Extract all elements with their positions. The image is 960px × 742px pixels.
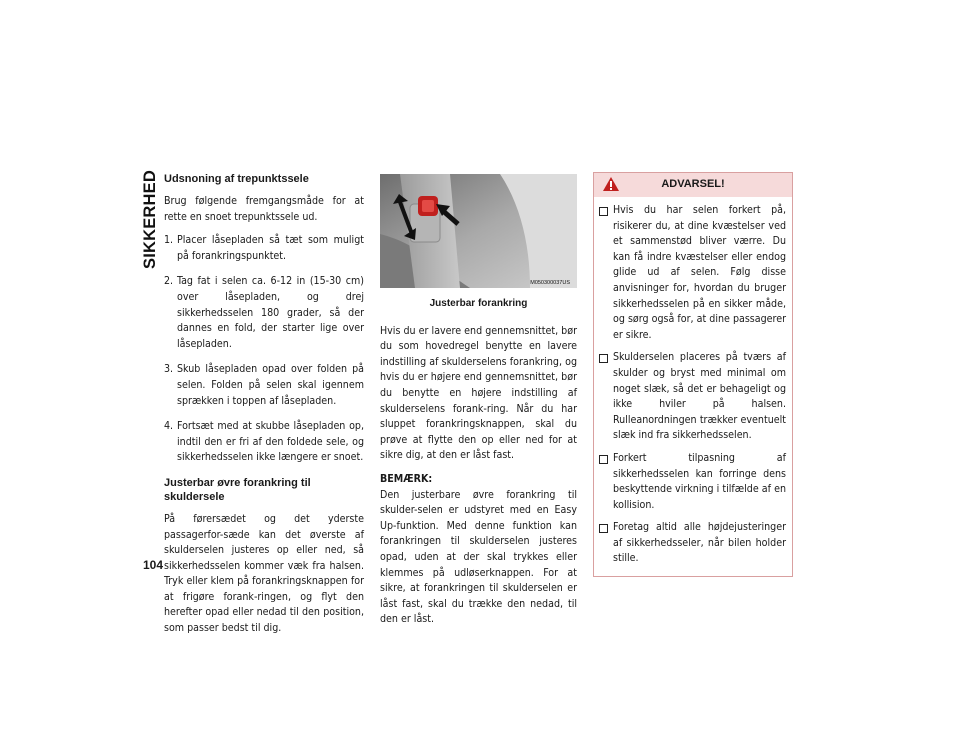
step-text: Tag fat i selen ca. 6-12 in (15-30 cm) over låsepladen, og drej sikkerhedsselen 180 grader, så der dannes en fold, der starter lige over låsepladen. xyxy=(177,275,364,350)
step-number: 3. xyxy=(164,363,174,376)
step-text: Placer låsepladen så tæt som muligt på forankringspunktet. xyxy=(177,234,364,262)
anchor-illustration xyxy=(380,174,577,288)
list-item xyxy=(164,419,364,466)
steps-list xyxy=(164,233,364,466)
warning-body xyxy=(594,197,792,576)
list-item xyxy=(164,233,364,264)
section-title: SIKKERHED xyxy=(140,169,159,269)
list-item xyxy=(598,520,786,567)
step-text: Skub låsepladen opad over folden på selen. Folden på selen skal igennem sprækken i toppen af låsepladen. xyxy=(177,363,364,407)
checkbox-bullet-icon xyxy=(599,524,608,533)
step-number: 1. xyxy=(164,234,174,247)
figure-caption: Justerbar forankring xyxy=(429,298,528,309)
intro-paragraph: Brug følgende fremgangsmåde for at rette en snoet trepunktssele ud. xyxy=(164,195,364,223)
warning-box xyxy=(593,172,793,577)
note-label: BEMÆRK: xyxy=(380,472,433,485)
column-left xyxy=(164,172,364,645)
warning-text: Hvis du har selen forkert på, risikerer du, at dine kvæstelser ved et sammenstød bliver værre. Du kan få indre kvæstelser eller endog glide ud af selen. Følg disse anvisninger for, hvordan du bruger sikkerhedsselen på en sikker måde, og sørg også for, at dine passagerer er sikre. xyxy=(613,204,786,341)
warning-triangle-icon xyxy=(602,176,620,192)
checkbox-bullet-icon xyxy=(599,354,608,363)
anchor-paragraph: På førersædet og det yderste passagerfor-sæde kan det øverste af skulderselen justeres op eller ned, så sikkerhedsselen kommer væk fra halsen. Tryk eller klem på forankringsknappen for at frigøre forank-ringen, og flyt den herefter opad eller nedad til den position, som passer bedst til dig. xyxy=(164,512,364,635)
column-right xyxy=(593,172,793,577)
section-side-tab xyxy=(140,169,159,269)
warning-title: ADVARSEL! xyxy=(661,178,725,191)
step-number: 2. xyxy=(164,275,174,288)
heading-adjustable-anchor: Justerbar øvre forankring til skuldersele xyxy=(164,476,311,503)
warning-text: Forkert tilpasning af sikkerhedsselen kan forringe dens beskyttende virkning i tilfælde af en kollision. xyxy=(613,451,786,511)
page-number: 104 xyxy=(143,558,164,572)
checkbox-bullet-icon xyxy=(599,455,608,464)
warning-text: Foretag altid alle højdejusteringer af sikkerhedsseler, når bilen holder stille. xyxy=(613,521,786,565)
note-paragraph: Den justerbare øvre forankring til skulder-selen er udstyret med en Easy Up-funktion. Med denne funktion kan forankringen til skulderselen justeres opad, uden at der skal trykkes eller klemmes på udløserknappen. For at sikre, at forankringen til skulderselen er låst fast, skal du trække den nedad, til den er låst. xyxy=(380,488,577,626)
list-item xyxy=(598,451,786,513)
warning-text: Skulderselen placeres på tværs af skulder og bryst med minimal om noget slæk, så det er behageligt og ikke hviler på halsen. Rulleanordningen trækker eventuelt slæk ind fra sikkerhedsselen. xyxy=(613,351,786,442)
step-number: 4. xyxy=(164,420,174,433)
column-middle xyxy=(380,174,577,636)
list-item xyxy=(598,350,786,444)
figure-code: M050300037US xyxy=(530,280,570,286)
warning-header xyxy=(594,173,792,197)
step-text: Fortsæt med at skubbe låsepladen op, indtil den er fri af den foldede sele, og sikkerhedsselen ikke længere er snoet. xyxy=(177,420,364,464)
checkbox-bullet-icon xyxy=(599,207,608,216)
list-item xyxy=(598,203,786,343)
anchor-figure xyxy=(380,174,577,288)
heading-untwist: Udsnoning af trepunktssele xyxy=(164,173,309,185)
list-item xyxy=(164,362,364,409)
height-paragraph: Hvis du er lavere end gennemsnittet, bør du som hovedregel benytte en lavere indstilling af skulderselens forankring, og hvis du er højere end gennemsnittet, bør du benytte en højere indstilling af skulderselens forank-ring. Når du har sluppet forankringsknappen, skal du prøve at flytte den op eller ned for at sikre dig, at den er låst fast. xyxy=(380,324,577,462)
list-item xyxy=(164,274,364,352)
